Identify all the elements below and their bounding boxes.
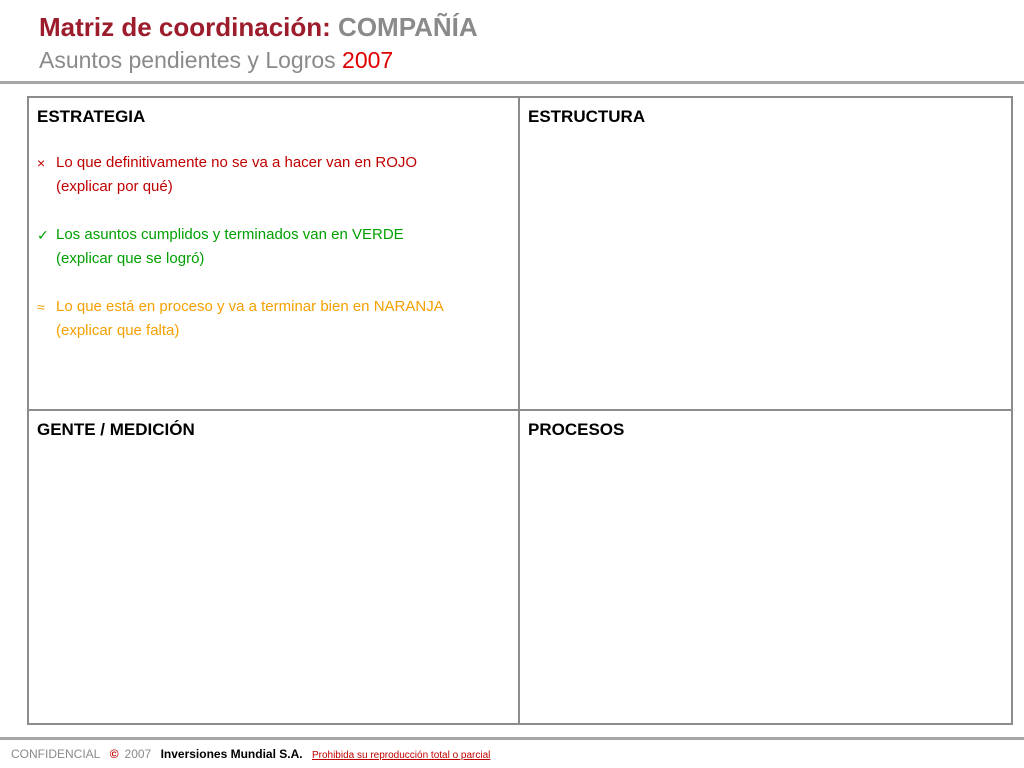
subtitle-main: Asuntos pendientes y Logros	[39, 47, 336, 73]
footer-company: Inversiones Mundial S.A.	[160, 747, 303, 761]
subtitle-year: 2007	[342, 47, 394, 73]
item-text-line2: (explicar que se logró)	[56, 250, 205, 267]
approx-icon: ≈	[37, 299, 45, 315]
item-text-line1: Los asuntos cumplidos y terminados van en VERDE	[56, 226, 404, 243]
title-main: Matriz de coordinación:	[39, 12, 331, 42]
cell-procesos	[520, 411, 1011, 724]
cell-header-gente-medicion: GENTE / MEDICIÓN	[37, 419, 195, 439]
header-divider	[0, 81, 1024, 84]
footer-confidential: CONFIDENCIAL	[11, 747, 101, 761]
footer-legal-link[interactable]: Prohibida su reproducción total o parcial	[311, 750, 491, 761]
list-item-naranja	[37, 295, 511, 343]
copyright-icon: ©	[109, 747, 119, 761]
footer-divider	[0, 737, 1024, 740]
cell-estrategia	[29, 98, 520, 411]
list-item-verde	[37, 223, 511, 271]
item-text-line2: (explicar que falta)	[56, 322, 180, 339]
cross-icon: ×	[37, 155, 46, 171]
cell-estructura	[520, 98, 1011, 411]
checkmark-icon: ✓	[37, 227, 49, 243]
footer-year: 2007	[124, 747, 152, 761]
list-item-rojo	[37, 151, 511, 199]
item-text-line1: Lo que definitivamente no se va a hacer van en ROJO	[56, 154, 418, 171]
cell-header-procesos: PROCESOS	[528, 419, 625, 439]
footer	[11, 746, 496, 764]
cell-gente-medicion	[29, 411, 520, 724]
coordination-matrix	[27, 96, 1013, 725]
page-subtitle	[39, 45, 393, 75]
item-text-line2: (explicar por qué)	[56, 178, 173, 195]
cell-header-estrategia: ESTRATEGIA	[37, 107, 146, 126]
page-title	[39, 11, 478, 43]
cell-header-estructura: ESTRUCTURA	[528, 107, 646, 126]
title-company: COMPAÑÍA	[338, 12, 478, 42]
item-text-line1: Lo que está en proceso y va a terminar bien en NARANJA	[56, 298, 444, 315]
